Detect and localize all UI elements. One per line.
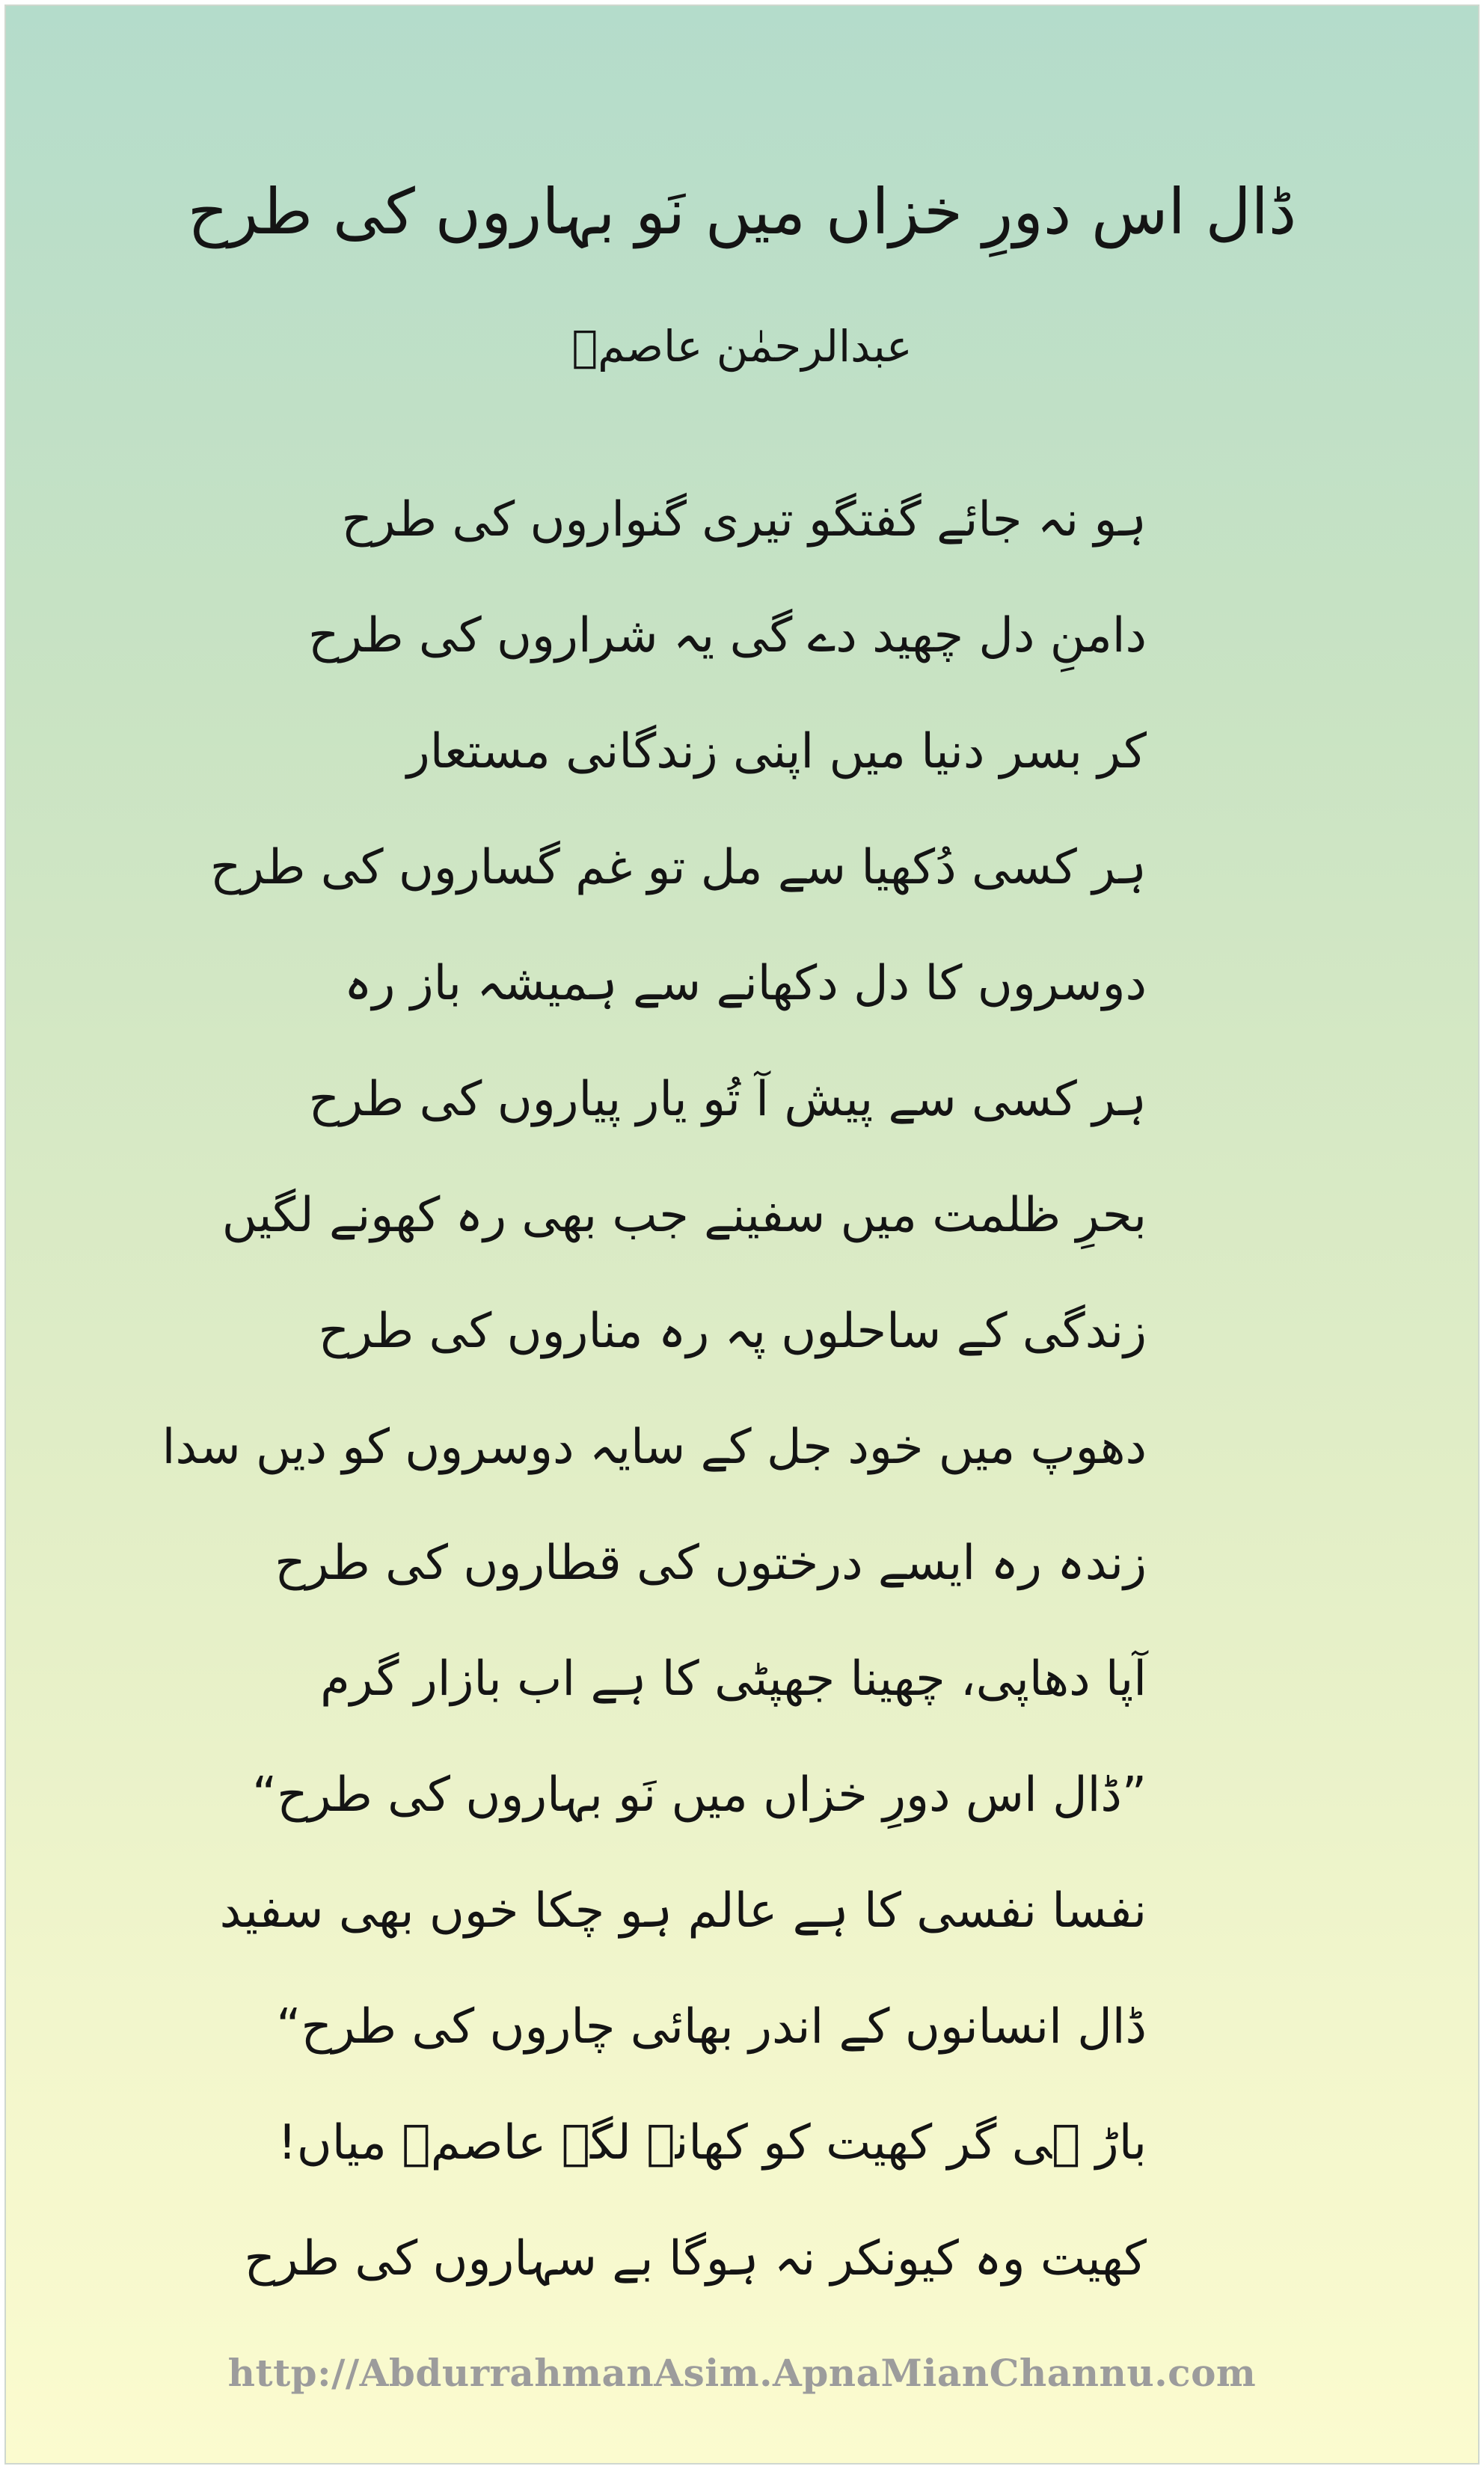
verse-line: ڈال انسانوں کے اندر بھائی چاروں کی طرح“ xyxy=(276,1999,1147,2055)
verse-line: ہو نہ جائے گفتگو تیری گنواروں کی طرح xyxy=(341,492,1147,548)
verse-line: دوسروں کا دل دکھانے سے ہمیشہ باز رہ xyxy=(343,956,1147,1011)
verse-line: ہر کسی سے پیش آ تُو یار پیاروں کی طرح xyxy=(308,1072,1147,1127)
verse-line: ہر کسی دُکھیا سے مل تو غم گساروں کی طرح xyxy=(209,840,1147,895)
poet-name: عبدالرحمٰن عاصمؔ xyxy=(571,321,913,372)
verse-line: دامنِ دل چھید دے گی یہ شراروں کی طرح xyxy=(307,608,1147,663)
poem-page xyxy=(4,4,1480,2465)
verse-line: ”ڈال اس دورِ خزاں میں نَو بہاروں کی طرح“ xyxy=(252,1767,1147,1823)
verse-line: زندہ رہ ایسے درختوں کی قطاروں کی طرح xyxy=(275,1536,1147,1591)
verse-line: کر بسر دنیا میں اپنی زندگانی مستعار xyxy=(406,724,1147,779)
verse-line: باڑ ہی گر کھیت کو کھانے لگے عاصمؔ میاں! xyxy=(278,2115,1147,2171)
poem-verses xyxy=(162,462,1147,2317)
verse-line: زندگی کے ساحلوں پہ رہ مناروں کی طرح xyxy=(318,1304,1147,1359)
verse-line: کھیت وہ کیونکر نہ ہوگا بے سہاروں کی طرح xyxy=(244,2231,1147,2286)
verse-line: بحرِ ظلمت میں سفینے جب بھی رہ کھونے لگیں xyxy=(221,1188,1147,1243)
verse-line: دھوپ میں خود جل کے سایہ دوسروں کو دیں سدا xyxy=(162,1420,1147,1475)
verse-line: نفسا نفسی کا ہے عالم ہو چکا خوں بھی سفید xyxy=(219,1883,1147,1939)
poem-title: ڈال اس دورِ خزاں میں نَو بہاروں کی طرح xyxy=(187,175,1297,248)
website-url[interactable]: http://AbdurrahmanAsim.ApnaMianChannu.com xyxy=(227,2351,1257,2395)
verse-line: آپا دھاپی، چھینا جھپٹی کا ہے اب بازار گرم xyxy=(320,1651,1147,1707)
